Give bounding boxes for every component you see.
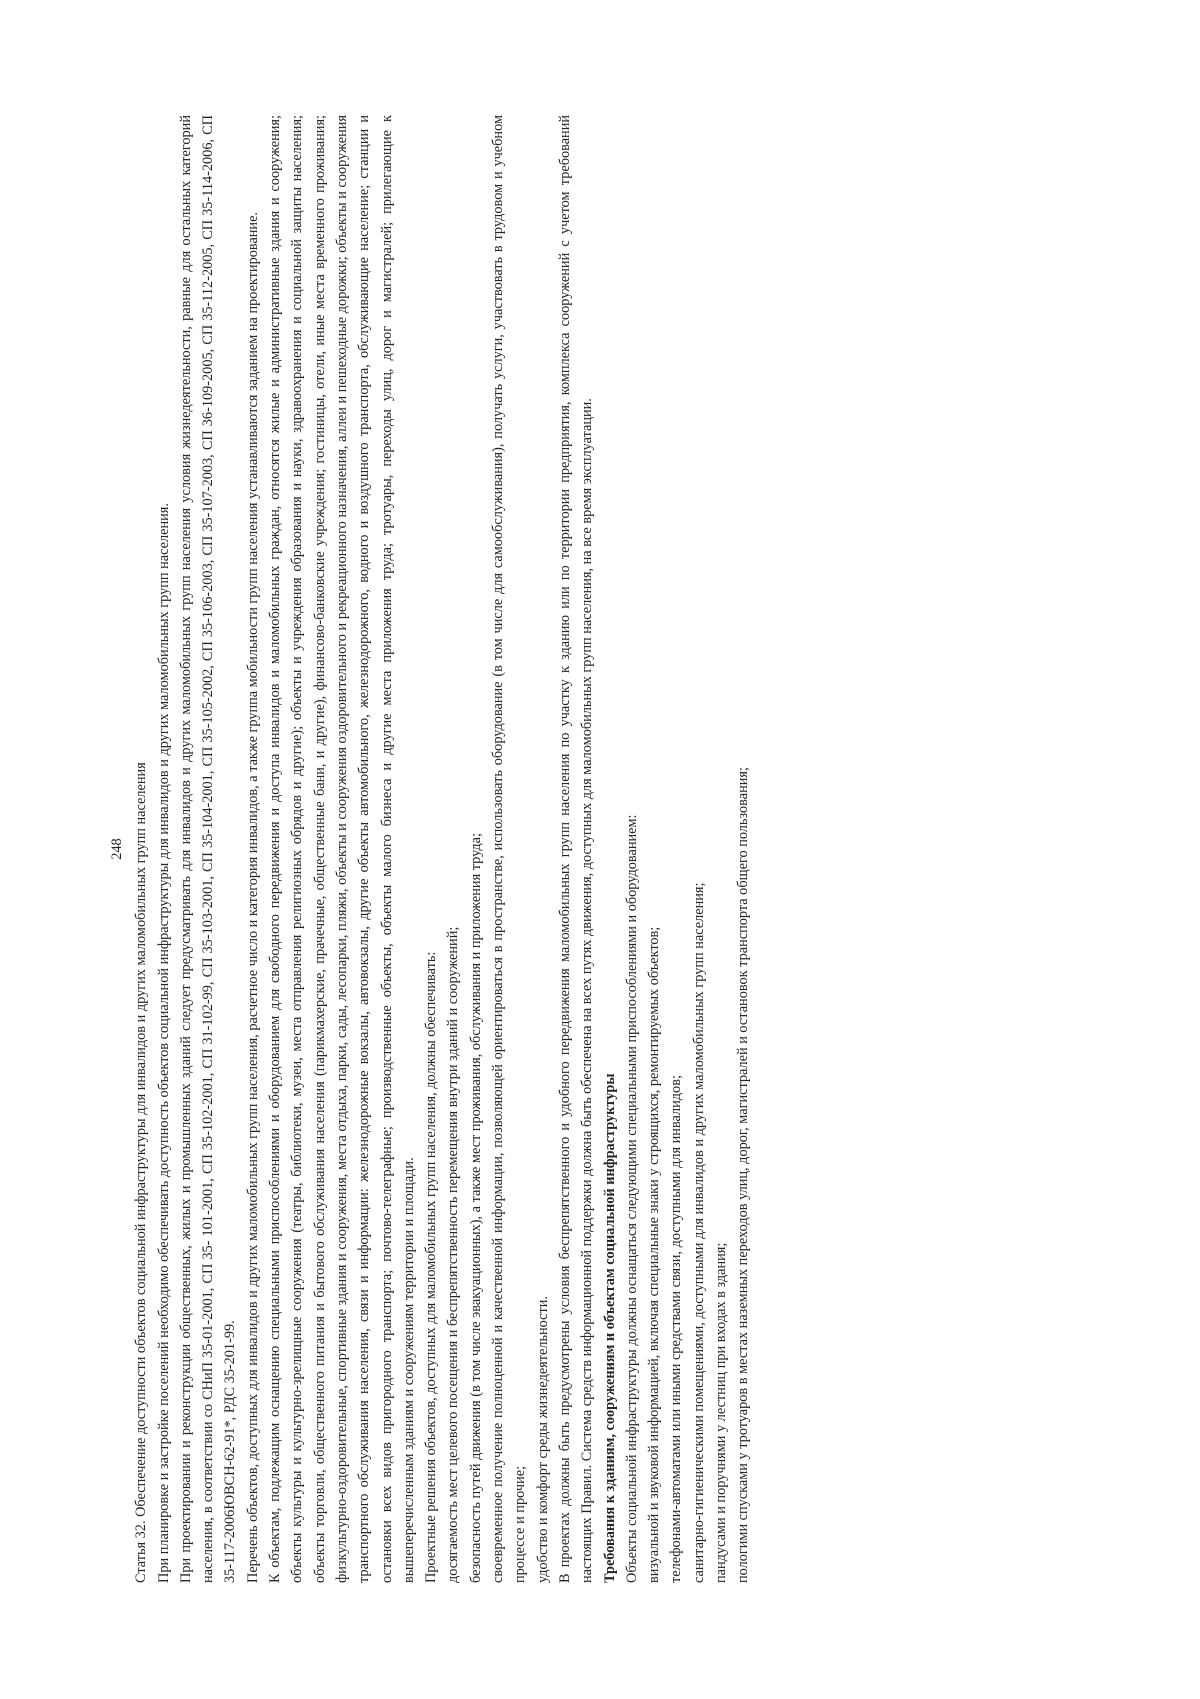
list-item: пологими спусками у тротуаров в местах наземных переходов улиц, дорог, магистралей и остановок транспорта общего пользования; xyxy=(735,767,752,1583)
list-item: безопасность путей движения (в том числе эвакуационных), а также мест проживания, обслуживания и приложения труда; xyxy=(467,833,484,1583)
paragraph: Перечень объектов, доступных для инвалидов и других маломобильных групп населения, расчетное число и категория инвалидов, а также группа мобильности групп населения устанавливаются заданием на проектирование. xyxy=(244,211,261,1583)
paragraph: Объекты социальной инфраструктуры должны оснащаться следующими специальными приспособлениями и оборудованием: xyxy=(623,814,640,1583)
paragraph: При планировке и застройке поселений необходимо обеспечивать доступность объектов социальной инфраструктуры для инвалидов и других маломобильных групп населения. xyxy=(155,503,172,1583)
paragraph: Проектные решения объектов, доступных для маломобильных групп населения, должны обеспечивать: xyxy=(423,951,440,1583)
list-item: телефонами-автоматами или иными средствами связи, доступными для инвалидов; xyxy=(668,1075,685,1583)
list-item: своевременное получение полноценной и качественной информации, позволяющей ориентироваться в пространстве, использовать оборудование (в том числе для самообслуживания), получать услуги, участвовать в трудовом и учебном процессе и прочие; xyxy=(490,115,529,1583)
article-title: Статья 32. Обеспечение доступности объектов социальной инфраструктуры для инвалидов и других маломобильных групп населения xyxy=(133,762,150,1583)
list-item: санитарно-гигиеническими помещениями, доступными для инвалидов и других маломобильных групп населения; xyxy=(690,882,707,1583)
document-page xyxy=(100,89,1100,1609)
list-item: удобство и комфорт среды жизнедеятельности. xyxy=(534,1296,551,1583)
section-heading: Требования к зданиям, сооружениям и объектам социальной инфраструктуры xyxy=(601,1073,618,1583)
paragraph: К объектам, подлежащим оснащению специальными приспособлениями и оборудованием для свободного передвижения и доступа инвалидов и маломобильных граждан, относятся жилые и административные здания и сооружения; объекты культуры и культурно-зрелищные сооружения (театры, библиотеки, музеи, места отправления религиозных обрядов и другие); объекты и учреждения образования и науки, здравоохранения и социальной защиты населения; объекты торговли, общественного питания и бытового обслуживания населения (парикмахерские, прачечные, общественные бани, и другие), финансово-банковские учреждения; гостиницы, отели, иные места временного проживания; физкультурно-оздоровительные, спортивные здания и сооружения, места отдыха, парки, сады, лесопарки, пляжи, объекты и сооружения оздоровительного и рекреационного назначения, аллеи и пешеходные дорожки; объекты и сооружения транспортного обслуживания населения, связи и информации: железнодорожные вокзалы, автовокзалы, другие объекты автомобильного, железнодорожного, водного и воздушного транспорта, обслуживающие население; станции и остановки всех видов пригородного транспорта; почтово-телеграфные; производственные объекты, объекты малого бизнеса и другие места приложения труда; тротуары, переходы улиц, дорог и магистралей; прилегающие к вышеперечисленным зданиям и сооружениям территории и площади. xyxy=(267,115,417,1583)
list-item: визуальной и звуковой информацией, включая специальные знаки у строящихся, ремонтируемых объектов; xyxy=(646,926,663,1583)
paragraph: В проектах должны быть предусмотрены условия беспрепятственного и удобного передвижения маломобильных групп населения по участку к зданию или по территории предприятия, комплекса сооружений с учетом требований настоящих Правил. Система средств информационной поддержки должна быть обеспечена на всех путях движения, доступных для маломобильных групп населения, на все время эксплуатации. xyxy=(556,115,596,1583)
list-item: пандусами и поручнями у лестниц при входах в здания; xyxy=(713,1242,730,1583)
paragraph: При проектировании и реконструкции общественных, жилых и промышленных зданий следует предусматривать для инвалидов и других маломобильных групп населения условия жизнедеятельности, равные для остальных категорий населения, в соответствии со СНиП 35-01-2001, СП 35- 101-2001, СП 35-102-2001, СП 31-102-99, СП 35-103-2001, СП 35-104-2001, СП 35-105-2002, СП 35-106-2003, СП 35-107-2003, СП 36-109-2005, СП 35-112-2005, СП 35-114-2006, СП 35-117-2006ЮВСН-62-91*, РДС 35-201-99. xyxy=(177,115,239,1583)
list-item: досягаемость мест целевого посещения и беспрепятственность перемещения внутри зданий и сооружений; xyxy=(445,926,462,1583)
page-number: 248 xyxy=(109,838,125,860)
